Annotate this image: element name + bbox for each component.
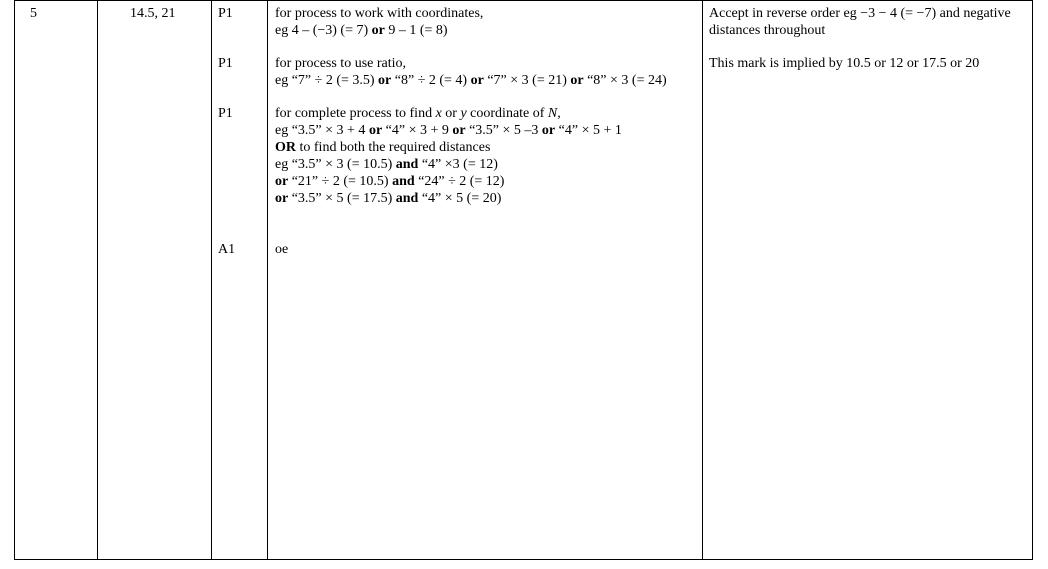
text-line: OR to find both the required distances	[275, 140, 491, 155]
text-line: for complete process to find x or y coordinate of N,	[275, 106, 561, 121]
mark-description	[275, 5, 483, 39]
working-answer: 14.5, 21	[130, 6, 176, 21]
question-number: 5	[30, 6, 37, 21]
text-line: oe	[275, 242, 289, 257]
mark-code: P1	[218, 106, 233, 121]
column-divider	[211, 0, 212, 560]
additional-guidance	[709, 5, 1011, 39]
text-line: Accept in reverse order eg −3 − 4 (= −7) and negative	[709, 6, 1011, 21]
text-line: for process to use ratio,	[275, 56, 407, 71]
text-line: This mark is implied by 10.5 or 12 or 17.5 or 20	[709, 56, 980, 71]
text-line: or “3.5” × 5 (= 17.5) and “4” × 5 (= 20)	[275, 191, 502, 206]
text-line: distances throughout	[709, 23, 826, 38]
text-line: eg “3.5” × 3 + 4 or “4” × 3 + 9 or “3.5” × 5 –3 or “4” × 5 + 1	[275, 123, 622, 138]
additional-guidance	[709, 55, 979, 72]
text-line: eg 4 – (−3) (= 7) or 9 – 1 (= 8)	[275, 23, 448, 38]
mark-description	[275, 55, 667, 89]
text-line: or “21” ÷ 2 (= 10.5) and “24” ÷ 2 (= 12)	[275, 174, 505, 189]
mark-code: P1	[218, 6, 233, 21]
mark-description	[275, 241, 288, 258]
column-divider	[702, 0, 703, 560]
column-divider	[267, 0, 268, 560]
text-line: eg “7” ÷ 2 (= 3.5) or “8” ÷ 2 (= 4) or “7” × 3 (= 21) or “8” × 3 (= 24)	[275, 73, 667, 88]
mark-code: A1	[218, 242, 236, 257]
column-divider	[97, 0, 98, 560]
mark-description	[275, 105, 622, 207]
mark-code: P1	[218, 56, 233, 71]
text-line: eg “3.5” × 3 (= 10.5) and “4” ×3 (= 12)	[275, 157, 498, 172]
text-line: for process to work with coordinates,	[275, 6, 484, 21]
